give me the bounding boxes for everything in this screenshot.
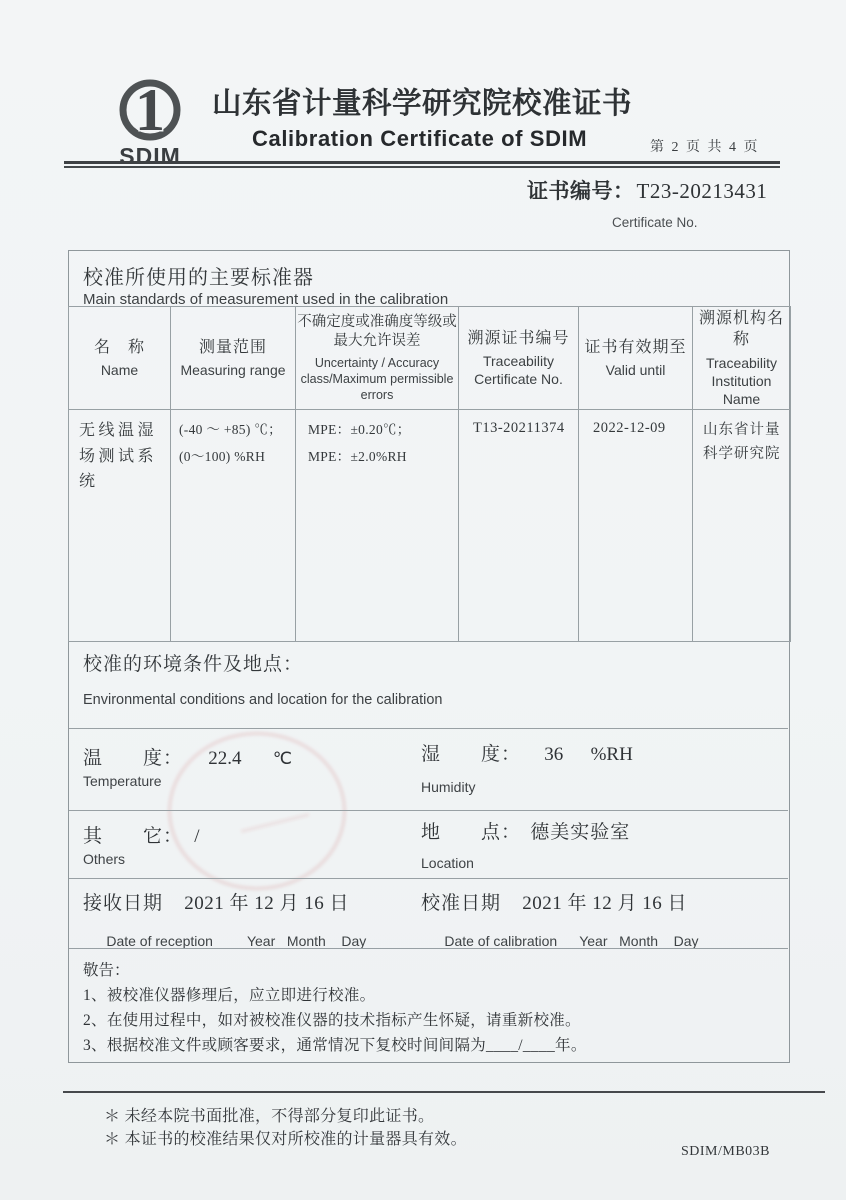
certificate-title-en: Calibration Certificate of SDIM xyxy=(252,126,588,151)
col-header-measuring-range: 测量范围 Measuring range xyxy=(171,307,296,410)
temperature-field xyxy=(83,743,292,770)
col-header-name: 名 称 Name xyxy=(69,307,171,410)
col-header-traceability-no: 溯源证书编号 Traceability Certificate No. xyxy=(459,307,579,410)
certificate-number-label: 证书编号： xyxy=(527,179,635,203)
others-value: / xyxy=(194,826,200,847)
standards-data-row xyxy=(69,410,791,642)
standards-header-row xyxy=(69,307,791,410)
mpe-line2: MPE：±2.0%RH xyxy=(308,449,407,464)
cell-measuring-range xyxy=(171,410,296,642)
humidity-field xyxy=(421,739,633,766)
humidity-label-cn: 湿 度： xyxy=(421,744,522,765)
col-header-valid-until: 证书有效期至 Valid until xyxy=(579,307,693,410)
calibration-date-en xyxy=(421,917,699,965)
cell-valid-until: 2022-12-09 xyxy=(579,410,693,642)
calibration-date-label-cn: 校准日期 xyxy=(421,893,502,914)
col-header-institution: 溯源机构名称 Traceability Institution Name xyxy=(693,307,791,410)
location-field xyxy=(421,817,630,844)
notice-item-1: 1、被校准仪器修理后，应立即进行校准。 xyxy=(83,987,376,1004)
divider-notice xyxy=(69,948,788,949)
footnote-2: ＊ 本证书的校准结果仅对所校准的计量器具有效。 xyxy=(104,1131,467,1148)
logo-sdim-text: SDIM xyxy=(119,143,181,169)
main-content-box xyxy=(68,250,790,1063)
reception-label-en: Date of reception xyxy=(106,933,213,949)
notice-item-3: 3、根据校准文件或顾客要求，通常情况下复校时间间隔为____/____年。 xyxy=(83,1037,587,1054)
standards-section-title-cn: 校准所使用的主要标准器 xyxy=(83,267,314,289)
range-line1: (-40 ～ +85) ℃； xyxy=(179,422,282,437)
location-label-cn: 地 点： xyxy=(421,822,522,843)
col-header-uncertainty: 不确定度或准确度等级或最大允许误差 Uncertainty / Accuracy class/Maximum permissible errors xyxy=(296,307,459,410)
calibration-date-value: 2021 年 12 月 16 日 xyxy=(522,893,688,914)
cell-standard-name: 无线温湿场测试系统 xyxy=(69,410,171,642)
humidity-value: 36 xyxy=(544,744,564,765)
location-label-en: Location xyxy=(421,855,474,871)
temperature-label-en: Temperature xyxy=(83,773,162,789)
reception-date-field xyxy=(83,888,349,915)
notice-title: 敬告： xyxy=(83,962,130,979)
temperature-label-cn: 温 度： xyxy=(83,748,184,769)
calibration-units-en: Year Month Day xyxy=(579,933,699,949)
mpe-line1: MPE：±0.20℃； xyxy=(308,422,411,437)
certificate-title-cn: 山东省计量科学研究院校准证书 xyxy=(212,88,633,120)
standards-section-title-en: Main standards of measurement used in the calibration xyxy=(83,291,449,308)
others-label-cn: 其 它： xyxy=(83,826,184,847)
calibration-date-field xyxy=(421,888,687,915)
sdim-logo xyxy=(96,74,208,170)
divider-env-2 xyxy=(69,810,788,811)
others-label-en: Others xyxy=(83,851,126,867)
notice-item-2: 2、在使用过程中，如对被校准仪器的技术指标产生怀疑，请重新校准。 xyxy=(83,1012,581,1029)
location-value: 德美实验室 xyxy=(530,822,631,843)
footnote-1: ＊ 未经本院书面批准，不得部分复印此证书。 xyxy=(104,1108,435,1125)
standards-table xyxy=(68,306,791,642)
page-number: 第 2 页 共 4 页 xyxy=(650,140,760,155)
certificate-number-line xyxy=(527,175,767,205)
humidity-label-en: Humidity xyxy=(421,779,476,795)
reception-date-label-cn: 接收日期 xyxy=(83,893,164,914)
temperature-value: 22.4 xyxy=(208,748,242,769)
header-divider-rule xyxy=(64,161,780,168)
cell-mpe xyxy=(296,410,459,642)
certificate-number-value: T23-20213431 xyxy=(636,179,768,203)
logo-digit-1: 1 xyxy=(135,77,165,143)
cell-traceability-no: T13-20211374 xyxy=(459,410,579,642)
form-number: SDIM/MB03B xyxy=(681,1144,771,1159)
environment-title-cn: 校准的环境条件及地点： xyxy=(83,654,304,675)
cell-institution: 山东省计量科学研究院 xyxy=(693,410,791,642)
certificate-number-label-en: Certificate No. xyxy=(612,215,698,230)
environment-title-en: Environmental conditions and location for the calibration xyxy=(83,692,443,708)
calibration-label-en: Date of calibration xyxy=(444,933,558,949)
reception-units-en: Year Month Day xyxy=(246,933,367,949)
range-line2: (0～100) %RH xyxy=(179,449,266,464)
humidity-unit: %RH xyxy=(590,744,633,765)
divider-env-3 xyxy=(69,878,788,879)
reception-date-value: 2021 年 12 月 16 日 xyxy=(184,893,350,914)
footer-rule xyxy=(63,1091,825,1093)
temperature-unit: ℃ xyxy=(272,749,292,768)
divider-env-1 xyxy=(69,728,788,729)
others-field xyxy=(83,821,200,848)
